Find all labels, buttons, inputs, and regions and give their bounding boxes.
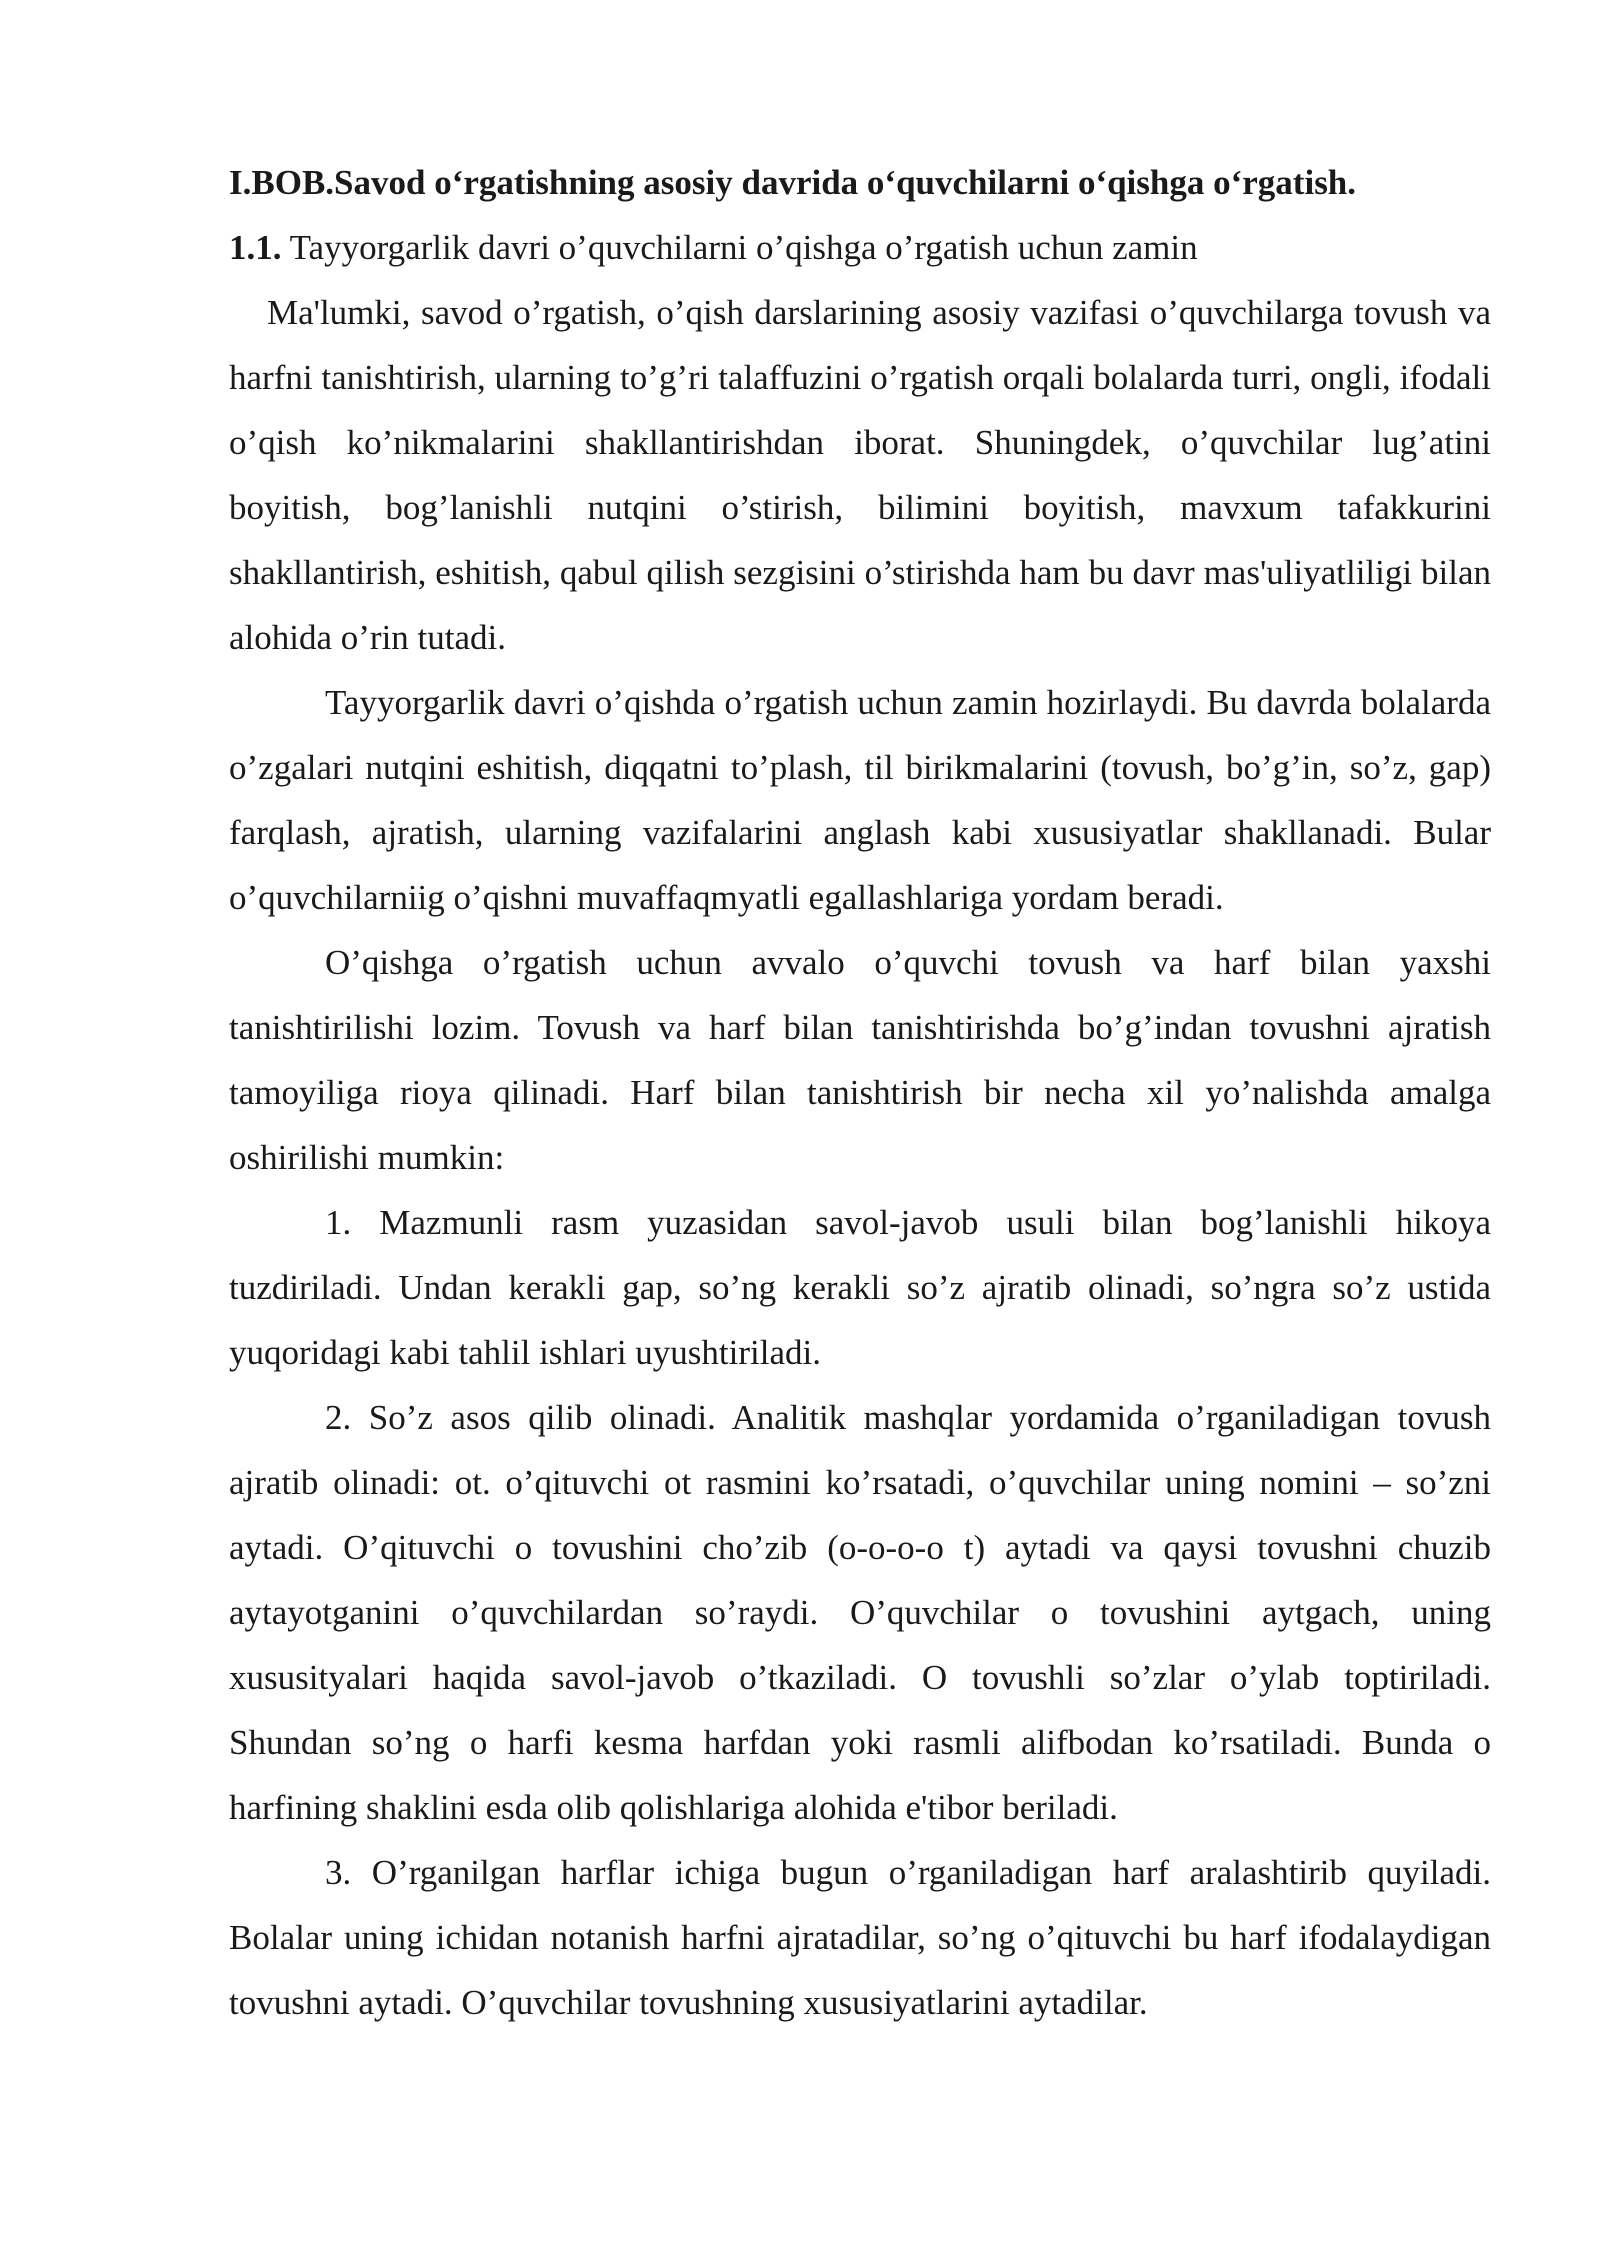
section-number: 1.1.: [229, 228, 282, 267]
chapter-title: I.BOB.Savod o‘rgatishning asosiy davrida o‘quvchilarni o‘qishga o‘rgatish.: [229, 163, 1357, 202]
document-page: [229, 150, 1491, 2035]
list-item-2: 2. So’z asos qilib olinadi. Analitik mashqlar yordamida o’rganiladigan tovush ajratib olinadi: ot. o’qituvchi ot rasmini ko’rsatadi, o’quvchilar uning nomini – so’zni aytadi. O’qituvchi o tovushini cho’zib (o-o-o-o t) aytadi va qaysi tovushni chuzib aytayotganini o’quvchilardan so’raydi. O’quvchilar o tovushini aytgach, uning xususityalari haqida savol-javob o’tkaziladi. O tovushli so’zlar o’ylab toptiriladi. Shundan so’ng o harfi kesma harfdan yoki rasmli alifbodan ko’rsatiladi. Bunda o harfining shaklini esda olib qolishlariga alohida e'tibor beriladi.: [229, 1398, 1491, 1827]
list-item-1: 1. Mazmunli rasm yuzasidan savol-javob usuli bilan bog’lanishli hikoya tuzdiriladi. Undan kerakli gap, so’ng kerakli so’z ajratib olinadi, so’ngra so’z ustida yuqoridagi kabi tahlil ishlari uyushtiriladi.: [229, 1203, 1491, 1372]
list-item-3: 3. O’rganilgan harflar ichiga bugun o’rganiladigan harf aralashtirib quyiladi. Bolalar uning ichidan notanish harfni ajratadilar, so’ng o’qituvchi bu harf ifodalaydigan tovushni aytadi. O’quvchilar tovushning xususiyatlarini aytadilar.: [229, 1853, 1491, 2022]
paragraph-2: Tayyorgarlik davri o’qishda o’rgatish uchun zamin hozirlaydi. Bu davrda bolalarda o’zgalari nutqini eshitish, diqqatni to’plash, til birikmalarini (tovush, bo’g’in, so’z, gap) farqlash, ajratish, ularning vazifalarini anglash kabi xususiyatlar shakllanadi. Bular o’quvchilarniig o’qishni muvaffaqmyatli egallashlariga yordam beradi.: [229, 683, 1491, 917]
paragraph-3: O’qishga o’rgatish uchun avvalo o’quvchi tovush va harf bilan yaxshi tanishtirilishi lozim. Tovush va harf bilan tanishtirishda bo’g’indan tovushni ajratish tamoyiliga rioya qilinadi. Harf bilan tanishtirish bir necha xil yo’nalishda amalga oshirilishi mumkin:: [229, 943, 1491, 1177]
section-title: Tayyorgarlik davri o’quvchilarni o’qishga o’rgatish uchun zamin: [289, 228, 1198, 267]
section-heading: [229, 215, 1491, 280]
paragraph-1: Ma'lumki, savod o’rgatish, o’qish darslarining asosiy vazifasi o’quvchilarga tovush va harfni tanishtirish, ularning to’g’ri talaffuzini o’rgatish orqali bolalarda turri, ongli, ifodali o’qish ko’nikmalarini shakllantirishdan iborat. Shuningdek, o’quvchilar lug’atini boyitish, bog’lanishli nutqini o’stirish, bilimini boyitish, mavxum tafakkurini shakllantirish, eshitish, qabul qilish sezgisini o’stirishda ham bu davr mas'uliyatliligi bilan alohida o’rin tutadi.: [229, 293, 1491, 657]
